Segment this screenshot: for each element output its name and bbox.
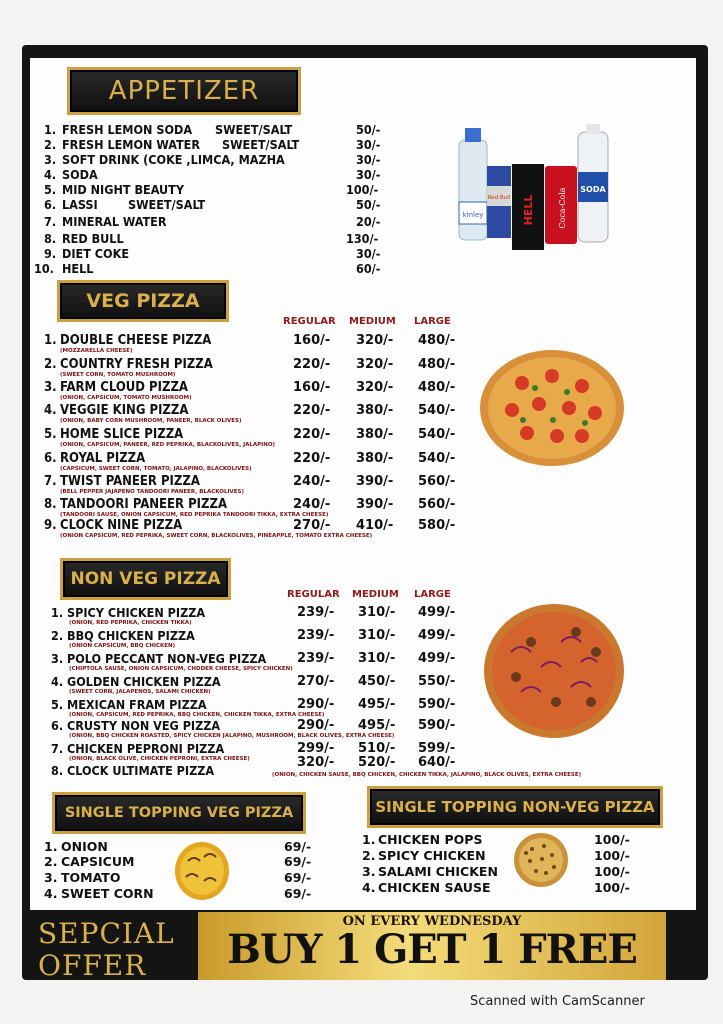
single-veg-number: 4. <box>44 886 58 901</box>
veg-item-price: 560/- <box>418 474 456 489</box>
nonveg-item-name: CRUSTY NON VEG PIZZA <box>67 718 221 733</box>
nonveg-item-number: 4. <box>51 674 64 689</box>
veg-item-price: 480/- <box>418 357 456 372</box>
veg-item-number: 8. <box>44 497 57 512</box>
veg-item-name: ROYAL PIZZA <box>60 451 146 466</box>
appetizer-item-name: MID NIGHT BEAUTY <box>62 182 184 197</box>
veg-item-price: 160/- <box>293 333 331 348</box>
veg-item-price: 390/- <box>356 497 394 512</box>
nonveg-item-price: 310/- <box>358 628 396 643</box>
nonveg-item-description: (ONION, CAPSICUM, RED PEPRIKA, BBQ CHICKEN, CHICKEN TIKKA, EXTRA CHEESE) <box>69 712 325 718</box>
single-nonveg-name: SALAMI CHICKEN <box>378 864 498 879</box>
veg-item-price: 580/- <box>418 518 456 533</box>
nonveg-pizza-image <box>481 602 627 740</box>
appetizer-item-price: 50/- <box>356 122 381 137</box>
veg-item-price: 560/- <box>418 497 456 512</box>
nonveg-item-price: 520/- <box>358 755 396 770</box>
veg-item-price: 320/- <box>356 357 394 372</box>
appetizer-item-number: 2. <box>44 137 57 152</box>
single-nonveg-price: 100/- <box>594 832 630 847</box>
nonveg-item-number: 2. <box>51 628 64 643</box>
nonveg-item-number: 8. <box>51 763 64 778</box>
veg-item-price: 540/- <box>418 427 456 442</box>
veg-item-price: 220/- <box>293 427 331 442</box>
nonveg-item-number: 5. <box>51 697 64 712</box>
veg-item-description: (CAPSICUM, SWEET CORN, TOMATO, JALAPINO, BLACKOLIVES) <box>60 466 252 472</box>
veg-item-number: 6. <box>44 451 57 466</box>
nonveg-item-price: 510/- <box>358 741 396 756</box>
appetizer-item-number: 8. <box>44 231 57 246</box>
single-veg-price: 69/- <box>284 870 312 885</box>
veg-item-description: (ONION, CAPSICUM, TOMATO MUSHROOM) <box>60 395 192 401</box>
nonveg-item-price: 450/- <box>358 674 396 689</box>
appetizer-item-price: 30/- <box>356 152 381 167</box>
single-nonveg-number: 4. <box>362 880 376 895</box>
redbull-label: Red Bull <box>487 195 511 201</box>
veg-item-description: (SWEET CORN, TOMATO MUSHROOM) <box>60 372 176 378</box>
nonveg-item-number: 3. <box>51 651 64 666</box>
veg-item-price: 480/- <box>418 380 456 395</box>
hell-label: HELL <box>522 194 535 226</box>
veg-item-price: 220/- <box>293 357 331 372</box>
nonveg-item-name: CHICKEN PEPRONI PIZZA <box>67 741 225 756</box>
appetizer-item-name: MINERAL WATER <box>62 214 167 229</box>
appetizer-banner: APPETIZER <box>67 67 301 115</box>
single-veg-banner: SINGLE TOPPING VEG PIZZA <box>52 792 306 834</box>
appetizer-item-name: HELL <box>62 261 94 276</box>
veg-item-name: COUNTRY FRESH PIZZA <box>60 357 213 372</box>
nonveg-item-description: (ONION, CHICKEN SAUSE, BBQ CHICKEN, CHICKEN TIKKA, JALAPINO, BLACK OLIVES, EXTRA CHEESE) <box>272 772 582 778</box>
nonveg-item-price: 290/- <box>297 718 335 733</box>
veg-item-name: DOUBLE CHEESE PIZZA <box>60 333 212 348</box>
special-offer-panel <box>198 912 666 980</box>
single-nonveg-name: CHICKEN SAUSE <box>378 880 491 895</box>
single-veg-name: CAPSICUM <box>61 854 135 869</box>
veg-item-number: 1. <box>44 333 57 348</box>
appetizer-item-name: DIET COKE <box>62 246 129 261</box>
single-veg-name: SWEET CORN <box>61 886 154 901</box>
veg-item-name: VEGGIE KING PIZZA <box>60 403 189 418</box>
nonveg-item-number: 6. <box>51 718 64 733</box>
veg-item-number: 7. <box>44 474 57 489</box>
veg-item-name: TANDOORI PANEER PIZZA <box>60 497 228 512</box>
single-nonveg-price: 100/- <box>594 864 630 879</box>
veg-item-name: CLOCK NINE PIZZA <box>60 518 183 533</box>
veg-pizza-image <box>477 348 627 468</box>
nonveg-item-price: 239/- <box>297 651 335 666</box>
single-veg-price: 69/- <box>284 839 312 854</box>
nonveg-item-price: 590/- <box>418 697 456 712</box>
single-nonveg-price: 100/- <box>594 848 630 863</box>
veg-item-price: 540/- <box>418 451 456 466</box>
appetizer-item-number: 1. <box>44 122 57 137</box>
onion-pizza-image <box>174 841 230 901</box>
appetizer-item-price: 30/- <box>356 246 381 261</box>
nonveg-item-price: 270/- <box>297 674 335 689</box>
veg-item-price: 320/- <box>356 333 394 348</box>
appetizer-item-name: SODA <box>62 167 98 182</box>
veg-item-price: 320/- <box>356 380 394 395</box>
veg-item-number: 9. <box>44 518 57 533</box>
veg-item-number: 3. <box>44 380 57 395</box>
nonveg-item-description: (CHIPTOLA SAUSE, ONION CAPSICUM, CHDDER CHEESE, SPICY CHICKEN) <box>69 666 293 672</box>
veg-item-number: 4. <box>44 403 57 418</box>
nonveg-item-description: (ONION, BBQ CHICKEN ROASTED, SPICY CHICKEN JALAPINO, MUSHROOM, BLACK OLIVES, EXTRA CHEESE) <box>69 733 395 739</box>
scan-footer: Scanned with CamScanner <box>470 994 645 1009</box>
veg-item-description: (BELL PEPPER JAJAPENO TANDOORI PANEER, BLACKOLIVES) <box>60 489 244 495</box>
appetizer-item-number: 6. <box>44 197 57 212</box>
veg-item-price: 380/- <box>356 451 394 466</box>
appetizer-item-number: 7. <box>44 214 57 229</box>
appetizer-item-name: FRESH LEMON WATER <box>62 137 200 152</box>
appetizer-item-option: SWEET/SALT <box>215 122 293 137</box>
nonveg-pizza-banner: NON VEG PIZZA <box>60 558 231 600</box>
veg-pizza-banner: VEG PIZZA <box>57 280 229 322</box>
veg-item-description: (ONION CAPSICUM, RED PEPRIKA, SWEET CORN, BLACKOLIVES, PINEAPPLE, TOMATO EXTRA CHEESE) <box>60 533 373 539</box>
appetizer-item-name: SOFT DRINK (COKE ,LIMCA, MAZHA <box>62 152 285 167</box>
nonveg-header-medium: MEDIUM <box>352 589 399 600</box>
nonveg-item-description: (ONION CAPSICUM, BBQ CHICKEN) <box>69 643 176 649</box>
nonveg-item-number: 7. <box>51 741 64 756</box>
single-nonveg-name: SPICY CHICKEN <box>378 848 486 863</box>
nonveg-item-price: 599/- <box>418 741 456 756</box>
single-veg-price: 69/- <box>284 854 312 869</box>
veg-item-description: (MOZZARELLA CHEESE) <box>60 348 133 354</box>
appetizer-item-number: 3. <box>44 152 57 167</box>
veg-item-price: 380/- <box>356 403 394 418</box>
nonveg-item-price: 310/- <box>358 651 396 666</box>
nonveg-item-price: 495/- <box>358 697 396 712</box>
nonveg-item-number: 1. <box>51 605 64 620</box>
veg-item-price: 390/- <box>356 474 394 489</box>
single-veg-name: ONION <box>61 839 108 854</box>
coke-label: Coca-Cola <box>558 187 567 229</box>
appetizer-item-name: RED BULL <box>62 231 124 246</box>
appetizer-item-name: LASSI <box>62 197 98 212</box>
veg-item-name: TWIST PANEER PIZZA <box>60 474 200 489</box>
single-veg-number: 3. <box>44 870 58 885</box>
nonveg-header-regular: REGULAR <box>287 589 340 600</box>
kinley-soda-label: SODA <box>580 185 606 194</box>
veg-item-price: 380/- <box>356 427 394 442</box>
nonveg-item-name: SPICY CHICKEN PIZZA <box>67 605 206 620</box>
special-offer-headline: BUY 1 GET 1 FREE <box>227 926 637 973</box>
appetizer-item-price: 30/- <box>356 137 381 152</box>
single-nonveg-banner: SINGLE TOPPING NON-VEG PIZZA <box>367 786 663 828</box>
nonveg-item-price: 239/- <box>297 628 335 643</box>
veg-item-price: 480/- <box>418 333 456 348</box>
veg-item-price: 240/- <box>293 474 331 489</box>
single-nonveg-price: 100/- <box>594 880 630 895</box>
veg-item-price: 160/- <box>293 380 331 395</box>
special-offer-label: SEPCIAL OFFER <box>38 918 175 978</box>
single-veg-name: TOMATO <box>61 870 121 885</box>
veg-item-number: 5. <box>44 427 57 442</box>
veg-item-price: 220/- <box>293 451 331 466</box>
appetizer-item-price: 50/- <box>356 197 381 212</box>
chicken-pizza-image <box>512 831 570 889</box>
single-nonveg-number: 2. <box>362 848 376 863</box>
appetizer-item-price: 130/- <box>346 231 379 246</box>
appetizer-item-name: FRESH LEMON SODA <box>62 122 193 137</box>
single-veg-number: 1. <box>44 839 58 854</box>
veg-item-description: (TANDOORI SAUSE, ONION CAPSICUM, RED PEPRIKA TANDOORI TIKKA, EXTRA CHEESE) <box>60 512 329 518</box>
single-veg-number: 2. <box>44 854 58 869</box>
appetizer-item-number: 4. <box>44 167 57 182</box>
nonveg-item-price: 499/- <box>418 605 456 620</box>
nonveg-item-price: 495/- <box>358 718 396 733</box>
special-offer-day: ON EVERY WEDNESDAY <box>342 914 522 929</box>
nonveg-item-price: 640/- <box>418 755 456 770</box>
veg-item-price: 220/- <box>293 403 331 418</box>
veg-item-description: (ONION, BABY CORN MUSHROOM, PANEER, BLACK OLIVES) <box>60 418 242 424</box>
appetizer-item-option: SWEET/SALT <box>222 137 300 152</box>
nonveg-item-name: BBQ CHICKEN PIZZA <box>67 628 195 643</box>
nonveg-item-price: 499/- <box>418 628 456 643</box>
nonveg-item-price: 550/- <box>418 674 456 689</box>
single-nonveg-name: CHICKEN POPS <box>378 832 483 847</box>
veg-item-name: HOME SLICE PIZZA <box>60 427 184 442</box>
nonveg-header-large: LARGE <box>414 589 451 600</box>
appetizer-item-price: 20/- <box>356 214 381 229</box>
appetizer-item-option: SWEET/SALT <box>128 197 206 212</box>
nonveg-item-name: CLOCK ULTIMATE PIZZA <box>67 763 215 778</box>
nonveg-item-price: 290/- <box>297 697 335 712</box>
drinks-image <box>455 122 615 254</box>
nonveg-item-name: MEXICAN FRAM PIZZA <box>67 697 207 712</box>
appetizer-item-number: 10. <box>34 261 54 276</box>
veg-item-price: 270/- <box>293 518 331 533</box>
single-nonveg-number: 3. <box>362 864 376 879</box>
veg-header-large: LARGE <box>414 316 451 327</box>
nonveg-item-price: 310/- <box>358 605 396 620</box>
veg-item-description: (ONION, CAPSICUM, PANEER, RED PEPRIKA, BLACKOLIVES, JALAPINO) <box>60 442 276 448</box>
nonveg-item-price: 320/- <box>297 755 335 770</box>
nonveg-item-name: GOLDEN CHICKEN PIZZA <box>67 674 221 689</box>
veg-item-price: 540/- <box>418 403 456 418</box>
nonveg-item-price: 299/- <box>297 741 335 756</box>
kinley-label: kinley <box>462 211 484 219</box>
appetizer-item-price: 100/- <box>346 182 379 197</box>
nonveg-item-description: (SWEET CORN, JALAPENOS, SALAMI CHICKEN) <box>69 689 211 695</box>
nonveg-item-price: 499/- <box>418 651 456 666</box>
appetizer-item-number: 5. <box>44 182 57 197</box>
single-veg-price: 69/- <box>284 886 312 901</box>
nonveg-item-price: 590/- <box>418 718 456 733</box>
appetizer-item-price: 30/- <box>356 167 381 182</box>
veg-item-name: FARM CLOUD PIZZA <box>60 380 188 395</box>
nonveg-item-name: POLO PECCANT NON-VEG PIZZA <box>67 651 267 666</box>
veg-item-number: 2. <box>44 357 57 372</box>
appetizer-item-number: 9. <box>44 246 57 261</box>
veg-item-price: 410/- <box>356 518 394 533</box>
single-nonveg-number: 1. <box>362 832 376 847</box>
appetizer-item-price: 60/- <box>356 261 381 276</box>
nonveg-item-description: (ONION, BLACK OLIVE, CHICKEN PEPRONI, EXTRA CHEESE) <box>69 756 250 762</box>
veg-item-price: 240/- <box>293 497 331 512</box>
veg-header-regular: REGULAR <box>283 316 336 327</box>
nonveg-item-price: 239/- <box>297 605 335 620</box>
nonveg-item-description: (ONION, RED PEPRIKA, CHICKEN TIKKA) <box>69 620 192 626</box>
veg-header-medium: MEDIUM <box>349 316 396 327</box>
